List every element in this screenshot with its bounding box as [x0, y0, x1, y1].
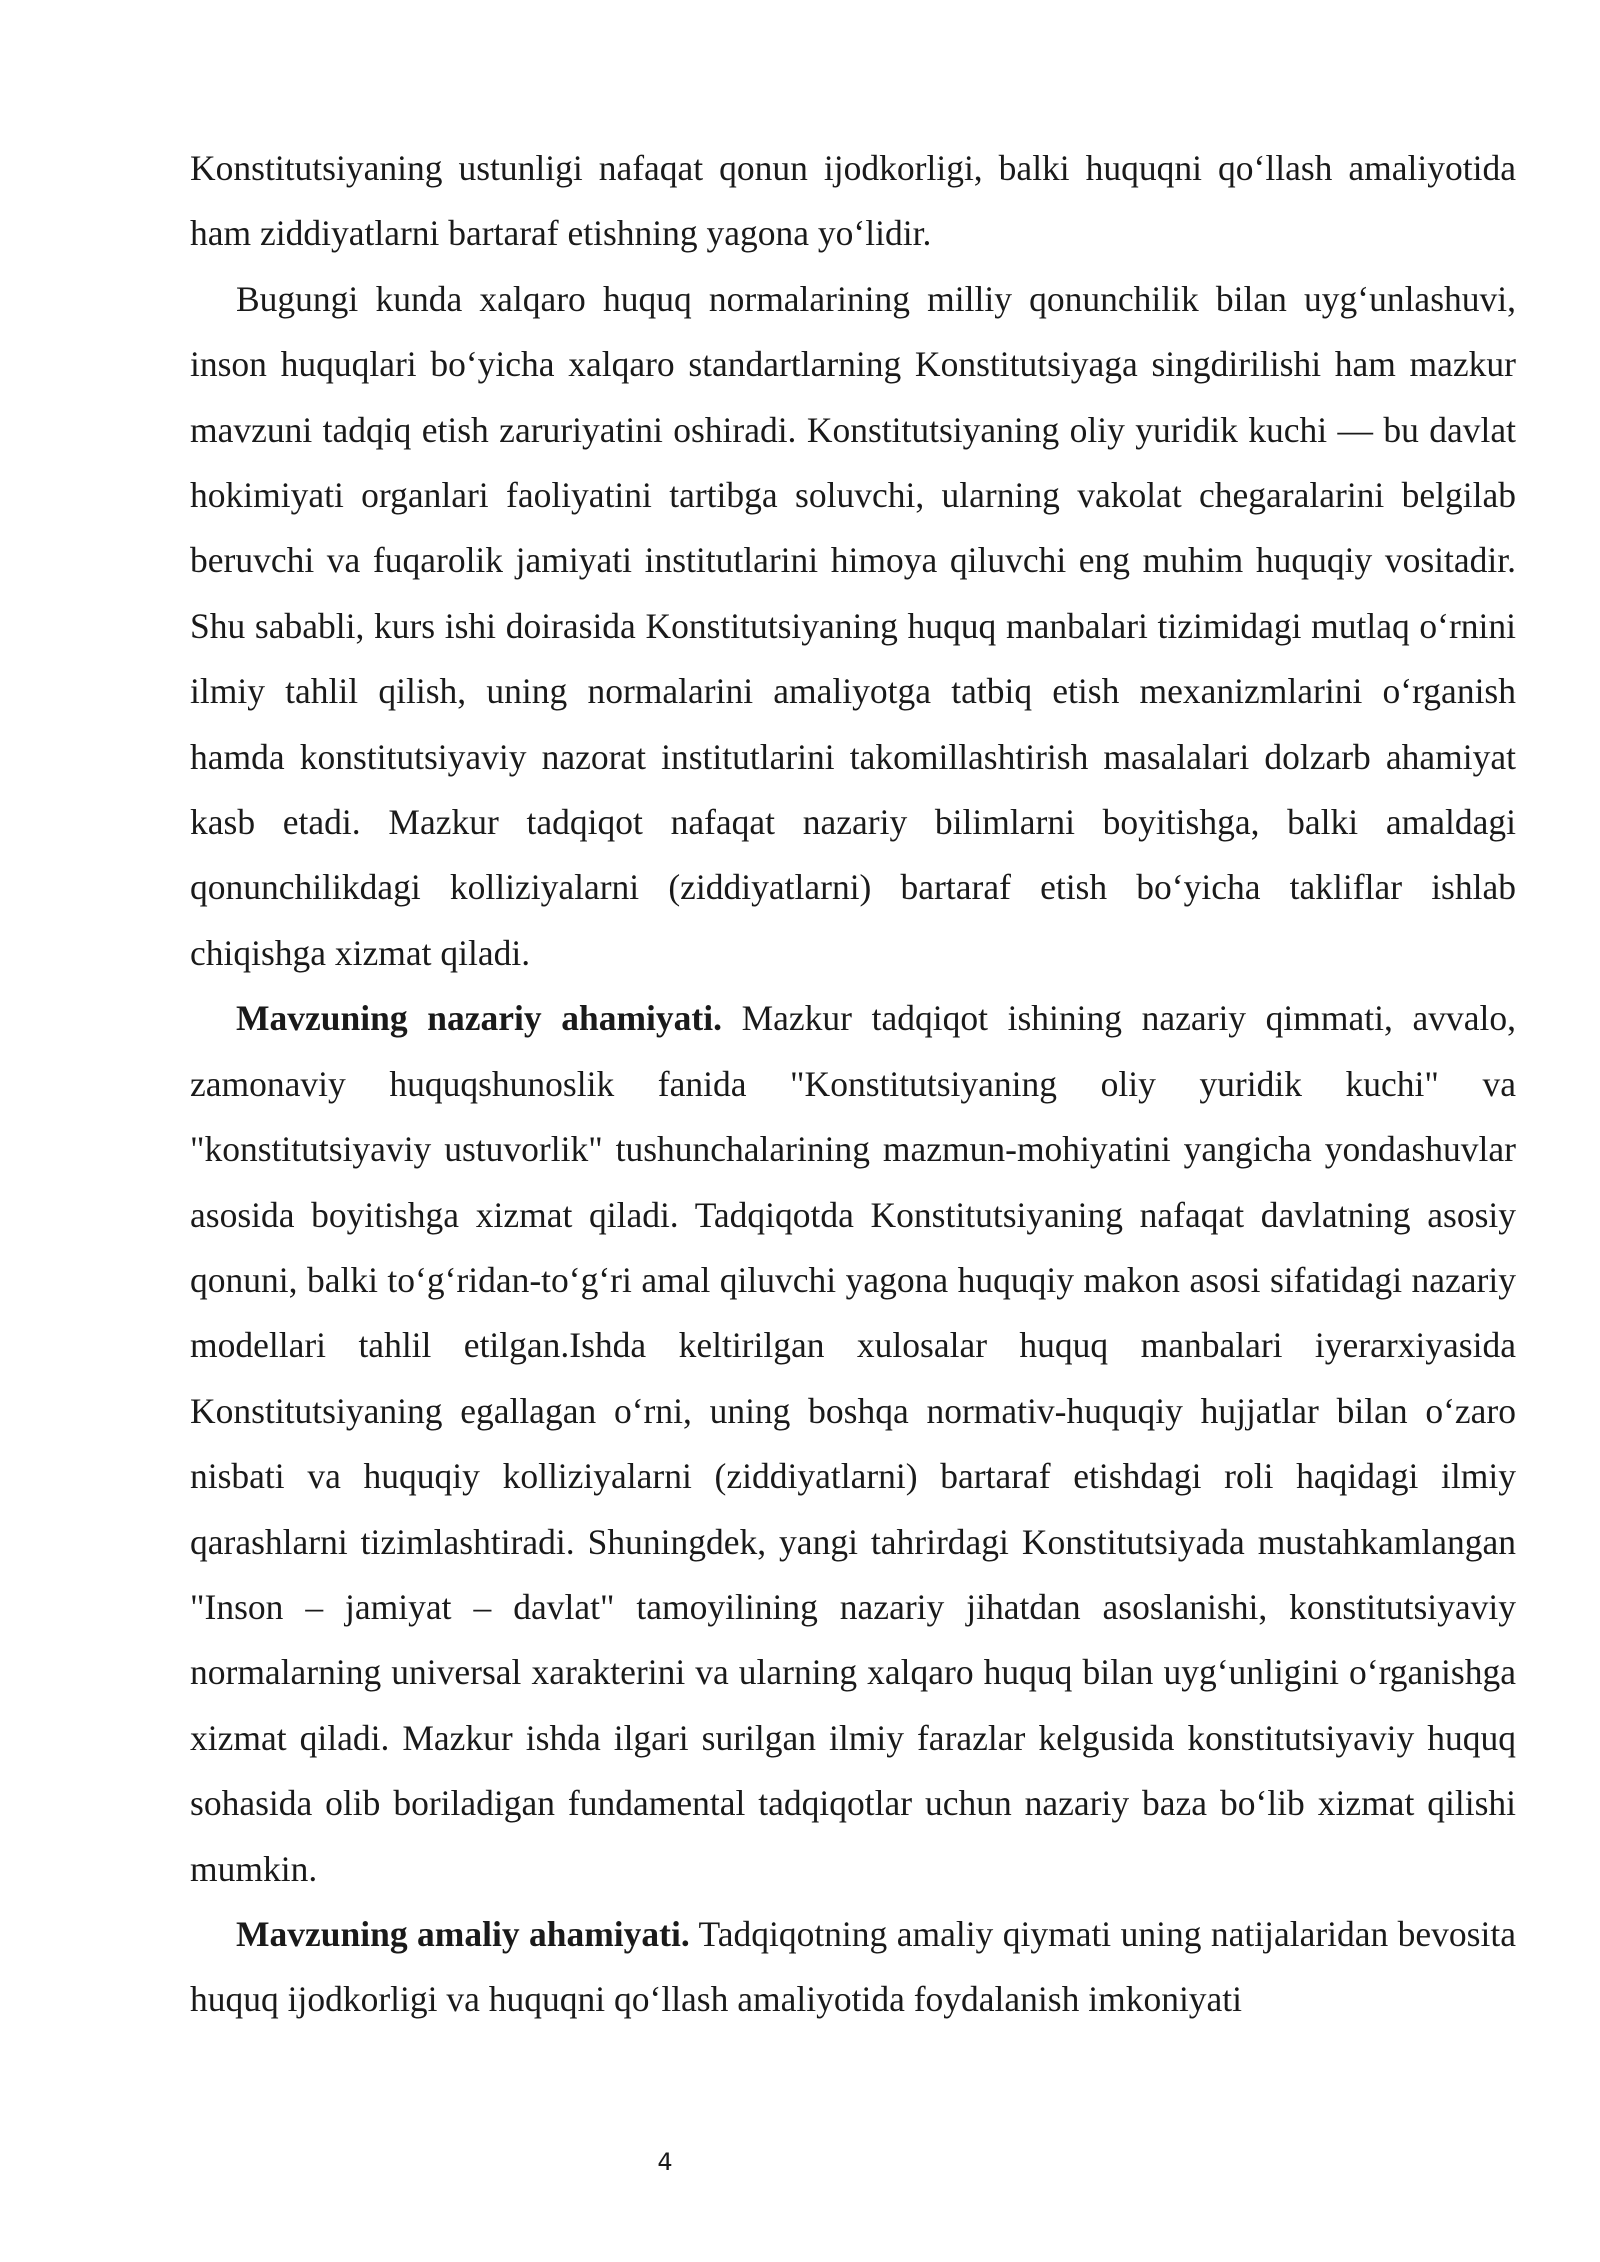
section-heading-amaliy: Mavzuning amaliy ahamiyati. — [236, 1913, 690, 1954]
page-number: 4 — [657, 2148, 673, 2176]
paragraph-2-text: Bugungi kunda xalqaro huquq normalarining milliy qonunchilik bilan uyg‘unlashuvi, inson huquqlari bo‘yicha xalqaro standartlarning Konstitutsiyaga singdirilishi ham mazkur mavzuni tadqiq etish zaruriyatini oshiradi. Konstitutsiyaning oliy yuridik kuchi — bu davlat hokimiyati organlari faoliyatini tartibga soluvchi, ularning vakolat chegaralarini belgilab beruvchi va fuqarolik jamiyati institutlarini himoya qiluvchi eng muhim huquqiy vositadir. Shu sababli, kurs ishi doirasida Konstitutsiyaning huquq manbalari tizimidagi mutlaq o‘rnini ilmiy tahlil qilish, uning normalarini amaliyotga tatbiq etish mexanizmlarini o‘rganish hamda konstitutsiyaviy nazorat institutlarini takomillashtirish masalalari dolzarb ahamiyat kasb etadi. Mazkur tadqiqot nafaqat nazariy bilimlarni boyitishga, balki amaldagi qonunchilikdagi kolliziyalarni (ziddiyatlarni) bartaraf etish bo‘yicha takliflar ishlab chiqishga xizmat qiladi. — [190, 278, 1516, 973]
paragraph-2 — [190, 267, 1516, 986]
paragraph-3-text: Mazkur tadqiqot ishining nazariy qimmati, avvalo, zamonaviy huquqshunoslik fanida "Konstitutsiyaning oliy yuridik kuchi" va "konstitutsiyaviy ustuvorlik" tushunchalarining mazmun-mohiyatini yangicha yondashuvlar asosida boyitishga xizmat qiladi. Tadqiqotda Konstitutsiyaning nafaqat davlatning asosiy qonuni, balki to‘g‘ridan-to‘g‘ri amal qiluvchi yagona huquqiy makon asosi sifatidagi nazariy modellari tahlil etilgan.Ishda keltirilgan xulosalar huquq manbalari iyerarxiyasida Konstitutsiyaning egallagan o‘rni, uning boshqa normativ-huquqiy hujjatlar bilan o‘zaro nisbati va huquqiy kolliziyalarni (ziddiyatlarni) bartaraf etishdagi roli haqidagi ilmiy qarashlarni tizimlashtiradi. Shuningdek, yangi tahrirdagi Konstitutsiyada mustahkamlangan "Inson – jamiyat – davlat" tamoyilining nazariy jihatdan asoslanishi, konstitutsiyaviy normalarning universal xarakterini va ularning xalqaro huquq bilan uyg‘unligini o‘rganishga xizmat qiladi. Mazkur ishda ilgari surilgan ilmiy farazlar kelgusida konstitutsiyaviy huquq sohasida olib boriladigan fundamental tadqiqotlar uchun nazariy baza bo‘lib xizmat qilishi mumkin. — [190, 998, 1516, 1889]
section-heading-nazariy: Mavzuning nazariy ahamiyati. — [236, 998, 722, 1039]
paragraph-1-text: Konstitutsiyaning ustunligi nafaqat qonun ijodkorligi, balki huquqni qo‘llash amaliyotida ham ziddiyatlarni bartaraf etishning yagona yo‘lidir. — [190, 148, 1516, 254]
body-text — [190, 136, 1516, 2033]
paragraph-3 — [190, 986, 1516, 1902]
paragraph-4 — [190, 1902, 1516, 2033]
paragraph-4-text: Tadqiqotning amaliy qiymati uning natijalaridan bevosita huquq ijodkorligi va huquqni qo‘llash amaliyotida foydalanish imkoniyati — [190, 1913, 1516, 2020]
paragraph-1 — [190, 136, 1516, 267]
